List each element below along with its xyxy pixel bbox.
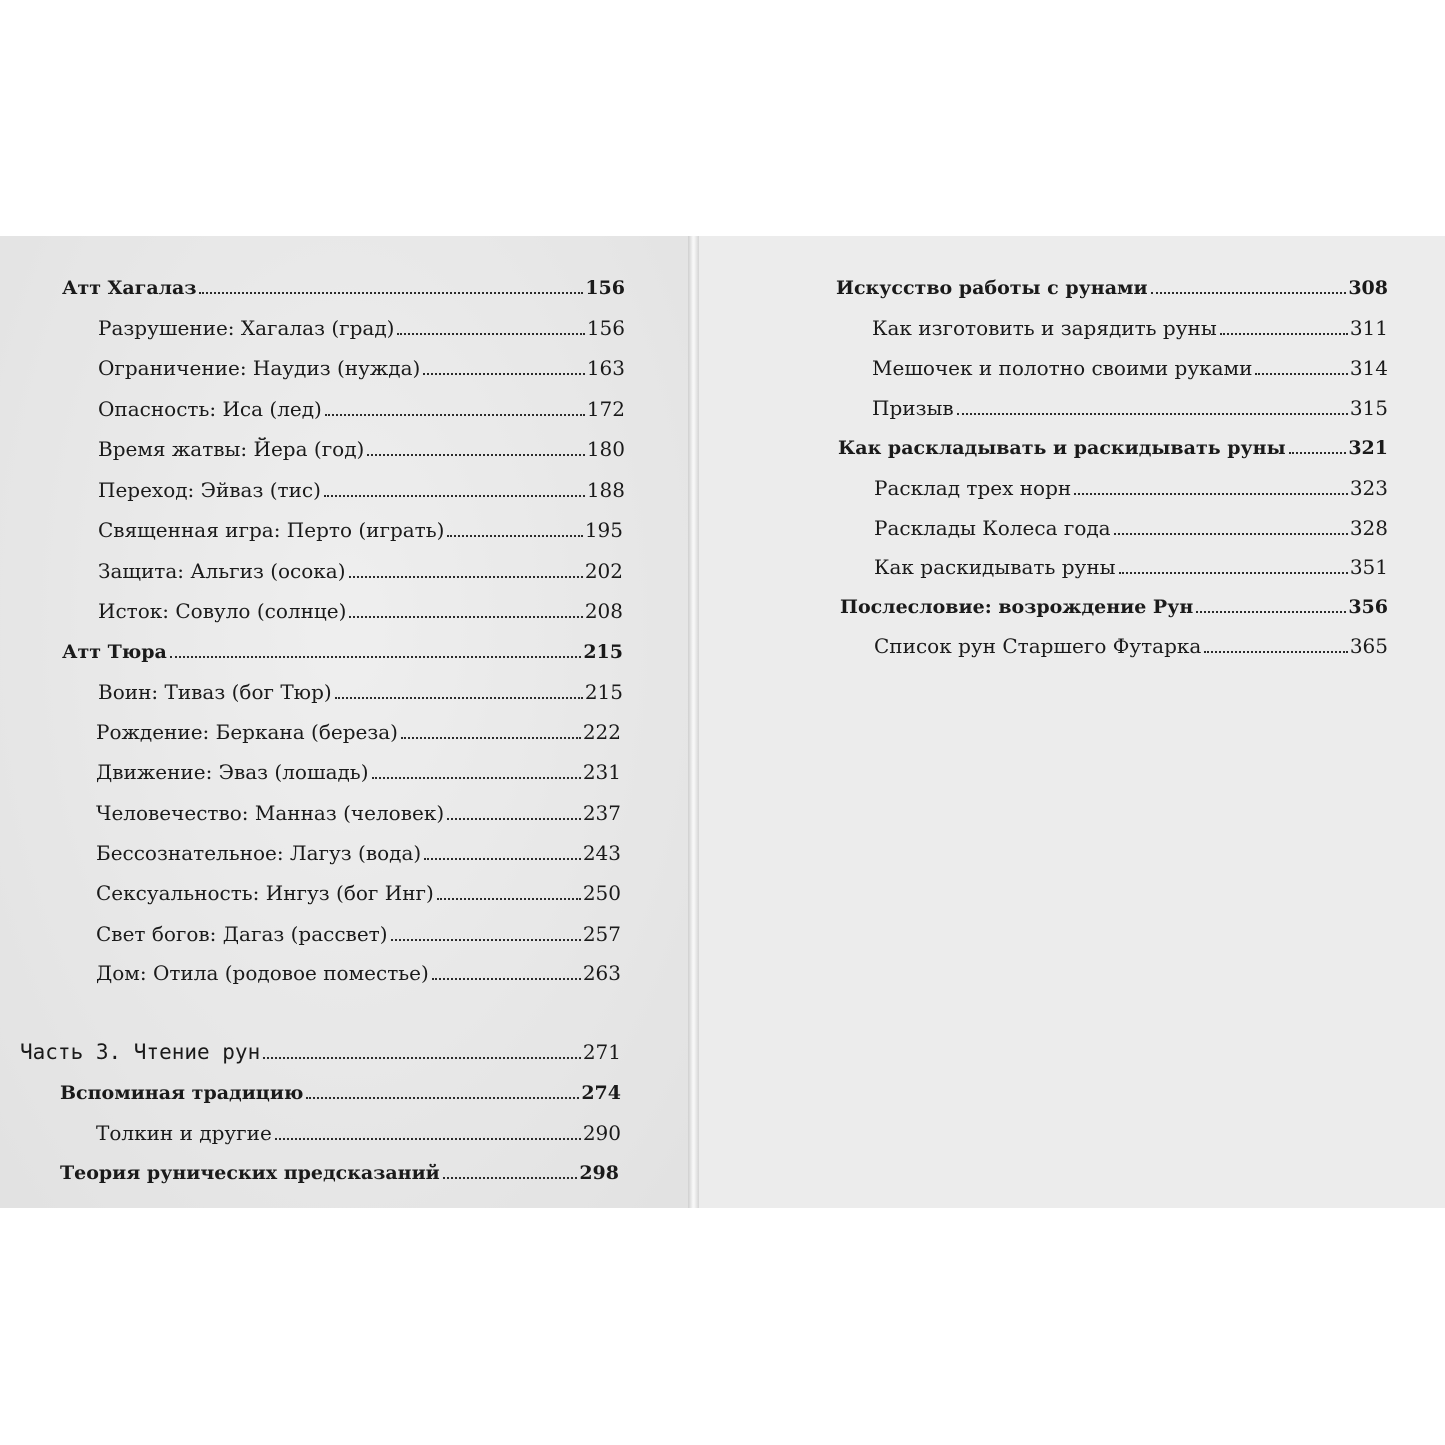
toc-entry bbox=[98, 396, 625, 424]
dot-leader bbox=[1204, 651, 1348, 653]
toc-entry-title: Сексуальность: Ингуз (бог Инг) bbox=[96, 881, 434, 905]
dot-leader bbox=[1289, 452, 1347, 454]
toc-entry-page-number: 323 bbox=[1349, 476, 1388, 500]
toc-entry-page-number: 274 bbox=[581, 1082, 621, 1104]
toc-entry-title: Опасность: Иса (лед) bbox=[98, 397, 322, 421]
toc-entry bbox=[96, 880, 621, 908]
dot-leader bbox=[263, 1057, 581, 1059]
dot-leader bbox=[1114, 533, 1348, 535]
toc-entry-title: Как раскидывать руны bbox=[874, 555, 1116, 579]
toc-entry-title: Как раскладывать и раскидывать руны bbox=[838, 437, 1286, 459]
toc-entry bbox=[874, 633, 1388, 661]
toc-entry bbox=[62, 639, 623, 667]
toc-entry-page-number: 208 bbox=[584, 599, 623, 623]
toc-entry-page-number: 271 bbox=[582, 1040, 621, 1064]
toc-entry-page-number: 298 bbox=[579, 1162, 619, 1184]
toc-entry-page-number: 215 bbox=[583, 641, 623, 663]
book-gutter bbox=[688, 236, 699, 1208]
toc-entry-page-number: 188 bbox=[586, 478, 625, 502]
toc-entry-page-number: 195 bbox=[584, 518, 623, 542]
toc-entry-title: Воин: Тиваз (бог Тюр) bbox=[98, 680, 332, 704]
toc-entry bbox=[98, 679, 623, 707]
toc-entry bbox=[872, 395, 1388, 423]
toc-entry bbox=[98, 477, 625, 505]
toc-entry bbox=[98, 436, 625, 464]
dot-leader bbox=[1196, 611, 1346, 613]
toc-entry-title: Атт Тюра bbox=[62, 641, 167, 663]
toc-entry-page-number: 202 bbox=[584, 559, 623, 583]
dot-leader bbox=[1255, 373, 1347, 375]
dot-leader bbox=[957, 413, 1348, 415]
dot-leader bbox=[306, 1097, 579, 1099]
toc-entry-page-number: 365 bbox=[1349, 634, 1388, 658]
toc-entry bbox=[60, 1080, 621, 1108]
dot-leader bbox=[447, 818, 581, 820]
dot-leader bbox=[367, 454, 584, 456]
toc-entry-title: Свет богов: Дагаз (рассвет) bbox=[96, 922, 388, 946]
toc-entry-page-number: 250 bbox=[582, 881, 621, 905]
toc-entry-page-number: 328 bbox=[1349, 516, 1388, 540]
toc-entry bbox=[60, 1160, 619, 1188]
dot-leader bbox=[324, 495, 585, 497]
toc-entry-title: Исток: Совуло (солнце) bbox=[98, 599, 347, 623]
toc-entry-title: Расклад трех норн bbox=[874, 476, 1072, 500]
toc-entry-title: Дом: Отила (родовое поместье) bbox=[96, 961, 429, 985]
toc-entry-title: Послесловие: возрождение Рун bbox=[840, 596, 1194, 618]
toc-entry-title: Список рун Старшего Футарка bbox=[874, 634, 1202, 658]
toc-entry-title: Призыв bbox=[872, 396, 954, 420]
toc-entry bbox=[874, 554, 1388, 582]
toc-entry bbox=[874, 475, 1388, 503]
toc-entry bbox=[96, 1120, 621, 1148]
toc-entry-page-number: 356 bbox=[1348, 596, 1388, 618]
toc-entry-page-number: 290 bbox=[582, 1121, 621, 1145]
toc-entry bbox=[98, 598, 623, 626]
toc-entry bbox=[872, 315, 1388, 343]
toc-entry bbox=[872, 355, 1388, 383]
dot-leader bbox=[437, 898, 581, 900]
dot-leader bbox=[325, 414, 585, 416]
toc-entry-page-number: 311 bbox=[1349, 316, 1388, 340]
toc-entry-page-number: 163 bbox=[586, 356, 625, 380]
toc-entry-page-number: 321 bbox=[1348, 437, 1388, 459]
toc-entry bbox=[96, 759, 621, 787]
toc-entry-page-number: 180 bbox=[586, 437, 625, 461]
toc-entry-title: Священная игра: Перто (играть) bbox=[98, 518, 445, 542]
dot-leader bbox=[424, 858, 581, 860]
dot-leader bbox=[397, 333, 584, 335]
dot-leader bbox=[199, 292, 583, 294]
toc-entry-title: Теория рунических предсказаний bbox=[60, 1162, 440, 1184]
toc-entry-page-number: 351 bbox=[1349, 555, 1388, 579]
toc-entry-page-number: 237 bbox=[582, 801, 621, 825]
toc-entry-title: Часть 3. Чтение рун bbox=[20, 1040, 261, 1064]
toc-entry-page-number: 215 bbox=[584, 680, 623, 704]
dot-leader bbox=[401, 737, 581, 739]
dot-leader bbox=[1074, 493, 1348, 495]
toc-entry-title: Переход: Эйваз (тис) bbox=[98, 478, 321, 502]
toc-entry-title: Защита: Альгиз (осока) bbox=[98, 559, 346, 583]
toc-entry bbox=[96, 921, 621, 949]
dot-leader bbox=[1119, 572, 1348, 574]
toc-entry-page-number: 172 bbox=[586, 397, 625, 421]
toc-entry bbox=[96, 719, 621, 747]
toc-entry bbox=[98, 517, 623, 545]
toc-entry-page-number: 243 bbox=[582, 841, 621, 865]
toc-entry-title: Как изготовить и зарядить руны bbox=[872, 316, 1217, 340]
toc-entry bbox=[62, 275, 625, 303]
toc-entry-page-number: 263 bbox=[582, 961, 621, 985]
toc-entry-title: Движение: Эваз (лошадь) bbox=[96, 760, 369, 784]
toc-entry-title: Разрушение: Хагалаз (град) bbox=[98, 316, 395, 340]
toc-entry-page-number: 156 bbox=[586, 316, 625, 340]
dot-leader bbox=[170, 656, 581, 658]
toc-entry bbox=[838, 435, 1388, 463]
toc-entry-title: Вспоминая традицию bbox=[60, 1082, 304, 1104]
dot-leader bbox=[349, 616, 582, 618]
toc-entry-page-number: 231 bbox=[582, 760, 621, 784]
dot-leader bbox=[432, 978, 581, 980]
toc-entry bbox=[96, 800, 621, 828]
toc-entry bbox=[98, 558, 623, 586]
dot-leader bbox=[423, 373, 585, 375]
toc-entry-title: Толкин и другие bbox=[96, 1121, 272, 1145]
toc-entry bbox=[840, 594, 1388, 622]
toc-entry-title: Ограничение: Наудиз (нужда) bbox=[98, 356, 421, 380]
toc-entry bbox=[96, 960, 621, 988]
toc-entry bbox=[96, 840, 621, 868]
toc-entry-title: Мешочек и полотно своими руками bbox=[872, 356, 1253, 380]
dot-leader bbox=[275, 1138, 581, 1140]
dot-leader bbox=[443, 1177, 578, 1179]
dot-leader bbox=[349, 576, 583, 578]
toc-entry bbox=[874, 515, 1388, 543]
dot-leader bbox=[1220, 333, 1348, 335]
toc-entry-page-number: 222 bbox=[582, 720, 621, 744]
dot-leader bbox=[1151, 292, 1347, 294]
toc-entry-title: Бессознательное: Лагуз (вода) bbox=[96, 841, 422, 865]
toc-entry-title: Искусство работы с рунами bbox=[836, 277, 1148, 299]
toc-entry-title: Человечество: Манназ (человек) bbox=[96, 801, 445, 825]
toc-entry-page-number: 308 bbox=[1348, 277, 1388, 299]
toc-entry-page-number: 257 bbox=[582, 922, 621, 946]
dot-leader bbox=[335, 697, 583, 699]
toc-entry-page-number: 156 bbox=[585, 277, 625, 299]
toc-entry bbox=[20, 1039, 621, 1067]
toc-entry-title: Атт Хагалаз bbox=[62, 277, 197, 299]
toc-entry bbox=[98, 355, 625, 383]
toc-entry-title: Время жатвы: Йера (год) bbox=[98, 437, 365, 461]
dot-leader bbox=[391, 939, 581, 941]
dot-leader bbox=[447, 535, 582, 537]
toc-entry-page-number: 315 bbox=[1349, 396, 1388, 420]
dot-leader bbox=[372, 777, 581, 779]
toc-entry-page-number: 314 bbox=[1349, 356, 1388, 380]
toc-entry bbox=[98, 315, 625, 343]
toc-entry bbox=[836, 275, 1388, 303]
toc-entry-title: Расклады Колеса года bbox=[874, 516, 1111, 540]
toc-entry-title: Рождение: Беркана (береза) bbox=[96, 720, 398, 744]
